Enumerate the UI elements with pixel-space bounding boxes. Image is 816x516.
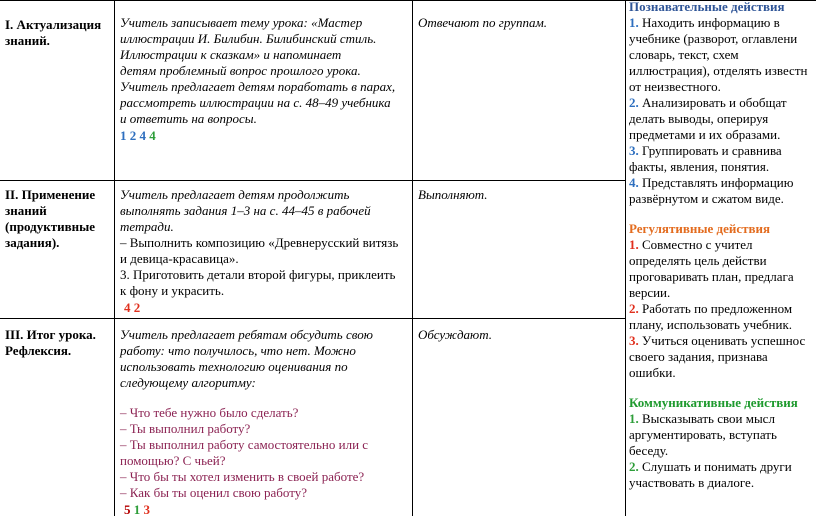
teacher-text: Учитель предлагает ребятам обсудить свою работу: что получилось, что нет. Можно использовать технологию оценивания по следующему алгоритму: [120, 327, 373, 390]
communicative-title: Коммуникативные действия [629, 395, 798, 410]
students-text: Выполняют. [418, 187, 488, 202]
list-item: 3. Группировать и сравнива факты, явления, понятия. [629, 143, 782, 174]
reflection-questions: – Что тебе нужно было сделать? – Ты выполнил работу? – Ты выполнил работу самостоятельно или с помощью? С чьей? – Что бы ты хотел изменить в своей работе? – Как бы ты оценил свою работу? [120, 405, 369, 500]
list-item: 3. Учиться оценивать успешнос своего задания, признава ошибки. [629, 333, 806, 380]
marker-numbers: 1 2 4 4 [120, 128, 156, 143]
stage-title: I. Актуализация знаний. [5, 17, 102, 48]
students-text: Отвечают по группам. [418, 15, 547, 30]
teacher-task-text: – Выполнить композицию «Древнерусский витязь и девица-красавица». 3. Приготовить детали второй фигуры, приклеить к фону и украсить. [120, 235, 399, 298]
table-row [0, 1, 816, 181]
marker-numbers: 5 1 3 [124, 502, 150, 516]
cognitive-actions [629, 1, 816, 208]
list-item: 2. Анализировать и обобщат делать выводы, оперируя предметами и их образами. [629, 95, 787, 142]
students-cell [413, 181, 626, 319]
teacher-text: Учитель предлагает детям продолжить выполнять задания 1–3 на с. 44–45 в рабочей тетради. [120, 187, 371, 234]
stage-cell [0, 181, 115, 319]
list-item: 1. Совместно с учител определять цель действи проговаривать план, предлага версии. [629, 237, 794, 300]
students-text: Обсуждают. [418, 327, 493, 342]
students-cell [413, 1, 626, 181]
list-item: 2. Работать по предложенном плану, использовать учебник. [629, 301, 793, 332]
stage-cell [0, 319, 115, 516]
list-item: 1. Высказывать свои мысл аргументировать, вступать беседу. [629, 411, 777, 458]
teacher-cell [115, 319, 413, 516]
teacher-cell [115, 181, 413, 319]
actions-cell [626, 1, 816, 516]
students-cell [413, 319, 626, 516]
stage-title: III. Итог урока. Рефлексия. [5, 327, 96, 358]
stage-title: II. Применение знаний (продуктивные задания). [5, 187, 96, 250]
list-item: 4. Представлять информацию развёрнутом и сжатом виде. [629, 175, 794, 206]
teacher-text: Учитель записывает тему урока: «Мастер иллюстрации И. Билибин. Билибинский стиль. Иллюстрации к сказкам» и напоминает детям проблемный вопрос прошлого урока. Учитель предлагает детям поработать в парах, рассмотреть иллюстрации на с. 48–49 учебника и ответить на вопросы. [120, 15, 396, 126]
stage-cell [0, 1, 115, 181]
regulative-actions [629, 221, 816, 381]
marker-numbers: 4 2 [124, 300, 141, 315]
communicative-actions [629, 395, 816, 491]
regulative-title: Регулятивные действия [629, 221, 771, 236]
list-item: 2. Слушать и понимать други участвовать в диалоге. [629, 459, 792, 490]
list-item: 1. Находить информацию в учебнике (разворот, оглавлени словарь, текст, схем иллюстрация), отделять известн от неизвестного. [629, 15, 808, 94]
cognitive-title: Познавательные действия [629, 0, 785, 14]
teacher-cell [115, 1, 413, 181]
